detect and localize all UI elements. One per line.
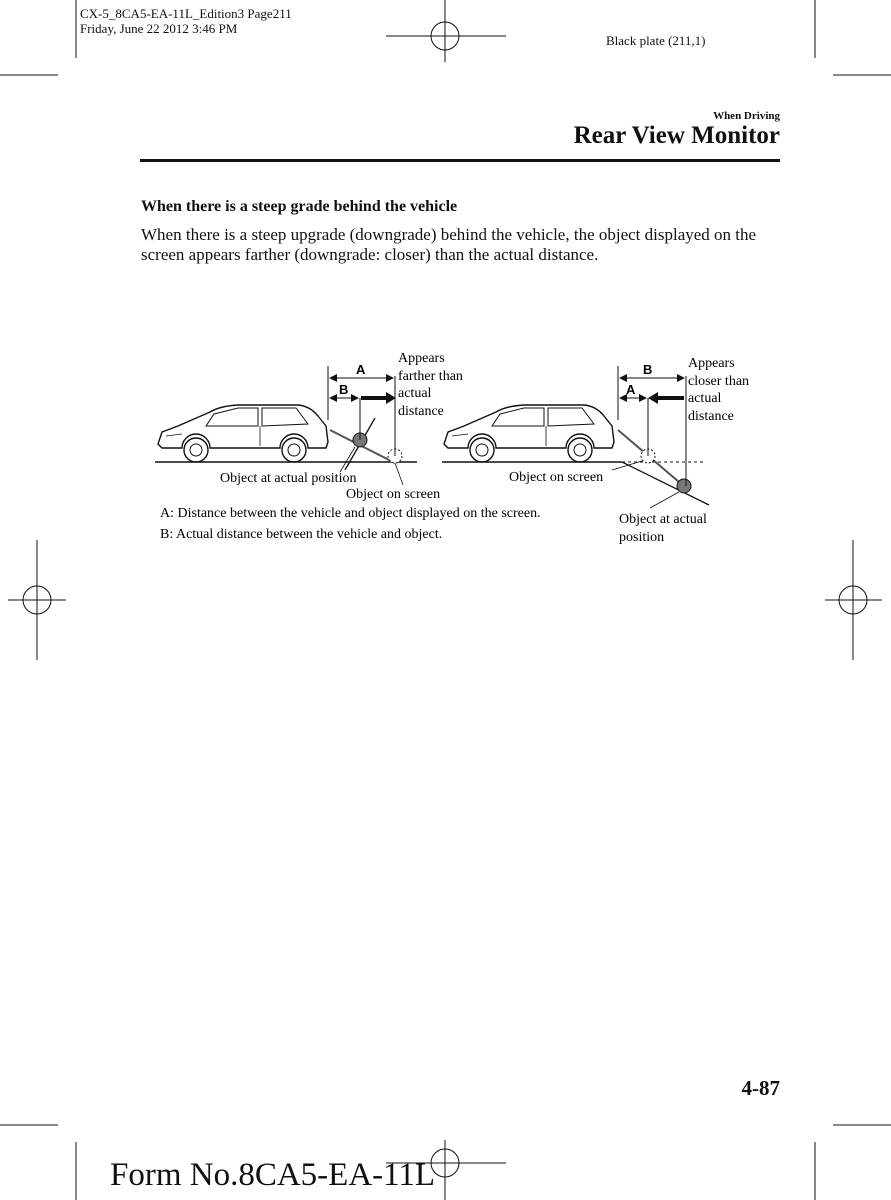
callout-object-on-screen: Object on screen	[346, 487, 441, 502]
label-b: B	[643, 362, 653, 377]
appears-line-3: actual	[398, 386, 432, 401]
difference-arrow-head	[648, 392, 658, 404]
vehicle-right	[444, 405, 614, 462]
left-diagram	[155, 351, 463, 502]
subheading: When there is a steep grade behind the vehicle	[141, 198, 458, 215]
callout-leader-actual	[340, 447, 355, 472]
appears-line-3: actual	[688, 391, 722, 406]
object-actual-marker	[677, 479, 691, 493]
appears-line-2: farther than	[398, 369, 463, 384]
callout-actual-line-1: Object at actual	[619, 512, 707, 527]
label-b: B	[339, 382, 349, 397]
form-number: Form No.8CA5-EA-11L	[110, 1157, 436, 1193]
legend-a: A: Distance between the vehicle and object displayed on the screen.	[160, 506, 541, 521]
header-rule	[140, 159, 780, 162]
callout-object-on-screen: Object on screen	[509, 470, 604, 485]
appears-line-2: closer than	[688, 374, 750, 389]
callout-leader-actual	[650, 492, 679, 508]
label-a: A	[626, 382, 636, 397]
downgrade-slope	[622, 462, 709, 505]
print-job-line: CX-5_8CA5-EA-11L_Edition3 Page211	[80, 6, 292, 21]
appears-line-1: Appears	[398, 351, 445, 366]
legend-b: B: Actual distance between the vehicle and object.	[160, 527, 443, 542]
callout-actual-position: Object at actual position	[220, 471, 357, 486]
rear-view-diagram	[0, 340, 891, 570]
print-date-line: Friday, June 22 2012 3:46 PM	[80, 21, 238, 36]
callout-actual-line-2: position	[619, 530, 665, 545]
vehicle-left	[158, 405, 328, 462]
label-a: A	[356, 362, 366, 377]
section-label: When Driving	[713, 110, 780, 122]
appears-line-4: distance	[688, 409, 734, 424]
page-number: 4-87	[741, 1076, 780, 1100]
callout-leader-screen	[395, 463, 403, 485]
page-title: Rear View Monitor	[573, 122, 780, 149]
appears-line-4: distance	[398, 404, 444, 419]
appears-line-1: Appears	[688, 356, 735, 371]
body-paragraph: When there is a steep upgrade (downgrade) behind the vehicle, the object displayed on the screen appears farther (downgrade: closer) than the actual distance.	[141, 225, 757, 264]
plate-info: Black plate (211,1)	[606, 33, 706, 48]
print-job-info	[80, 6, 292, 36]
